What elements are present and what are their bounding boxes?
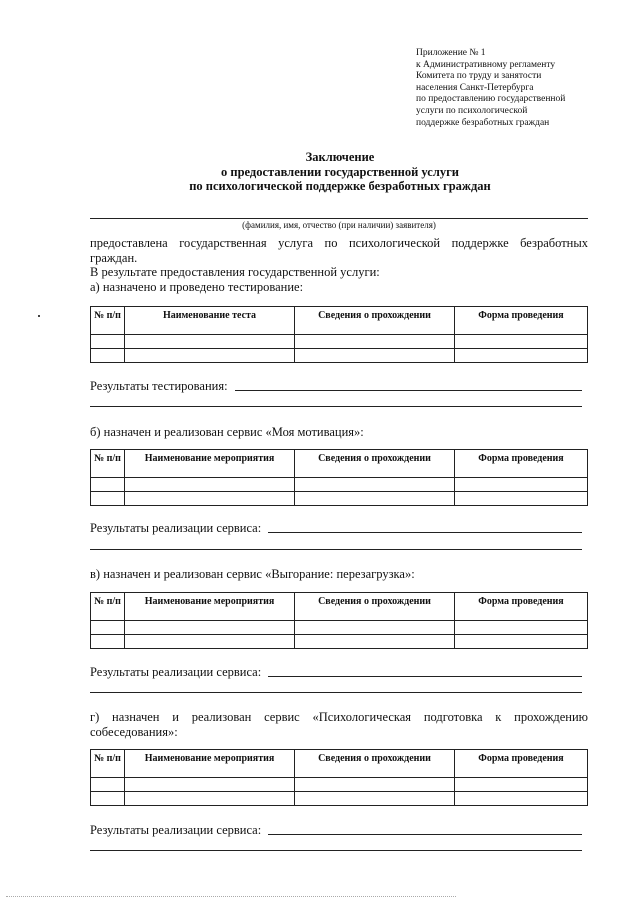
col-event-name: Наименование мероприятия <box>125 450 295 478</box>
col-completion-info: Сведения о прохождении <box>295 750 455 778</box>
table-cell[interactable] <box>91 478 125 492</box>
col-number: № п/п <box>91 307 125 335</box>
table-row <box>91 349 588 363</box>
motivation-results-line[interactable] <box>268 532 582 533</box>
title-line-1: Заключение <box>305 150 375 164</box>
table-cell[interactable] <box>91 349 125 363</box>
scan-edge-dots <box>6 896 456 897</box>
table-cell[interactable] <box>295 335 455 349</box>
table-cell[interactable] <box>295 792 455 806</box>
appendix-line: Комитета по труду и занятости <box>416 71 542 82</box>
motivation-results-label: Результаты реализации сервиса: <box>90 521 262 535</box>
table-cell[interactable] <box>91 621 125 635</box>
table-cell[interactable] <box>295 778 455 792</box>
document-title <box>90 150 590 194</box>
table-cell[interactable] <box>125 792 295 806</box>
col-event-name: Наименование мероприятия <box>125 750 295 778</box>
interview-results-label: Результаты реализации сервиса: <box>90 823 262 837</box>
col-form: Форма проведения <box>455 450 588 478</box>
table-cell[interactable] <box>295 478 455 492</box>
table-cell[interactable] <box>91 492 125 506</box>
table-row <box>91 621 588 635</box>
burnout-results-label: Результаты реализации сервиса: <box>90 665 262 679</box>
col-completion-info: Сведения о прохождении <box>295 593 455 621</box>
table-row <box>91 335 588 349</box>
col-completion-info: Сведения о прохождении <box>295 307 455 335</box>
appendix-line: по предоставлению государственной <box>416 94 566 105</box>
col-completion-info: Сведения о прохождении <box>295 450 455 478</box>
title-line-3: по психологической поддержке безработных граждан <box>189 179 491 193</box>
testing-results-label: Результаты тестирования: <box>90 379 228 393</box>
interview-results-line[interactable] <box>268 834 582 835</box>
appendix-line: к Административному регламенту <box>416 59 556 70</box>
appendix-line: населения Санкт-Петербурга <box>416 82 534 93</box>
motivation-table <box>90 449 588 506</box>
table-cell[interactable] <box>295 492 455 506</box>
scan-speck <box>38 315 40 317</box>
table-cell[interactable] <box>455 621 588 635</box>
title-line-2: о предоставлении государственной услуги <box>221 164 459 179</box>
table-cell[interactable] <box>455 635 588 649</box>
table-header-row <box>91 450 588 478</box>
table-cell[interactable] <box>125 621 295 635</box>
table-cell[interactable] <box>455 335 588 349</box>
table-row <box>91 778 588 792</box>
section-d-heading: г) назначен и реализован сервис «Психологическая подготовка к прохождению собеседования»: <box>90 710 588 739</box>
table-cell[interactable] <box>455 492 588 506</box>
table-cell[interactable] <box>125 492 295 506</box>
motivation-results-line-2[interactable] <box>90 549 582 550</box>
table-cell[interactable] <box>125 778 295 792</box>
table-cell[interactable] <box>91 778 125 792</box>
burnout-results-line[interactable] <box>268 676 582 677</box>
table-header-row <box>91 307 588 335</box>
table-row <box>91 792 588 806</box>
col-form: Форма проведения <box>455 307 588 335</box>
col-number: № п/п <box>91 593 125 621</box>
table-row <box>91 492 588 506</box>
provided-text: предоставлена государственная услуга по психологической поддержке безработных граждан. <box>90 236 588 265</box>
table-cell[interactable] <box>295 621 455 635</box>
applicant-name-line <box>90 218 588 219</box>
col-form: Форма проведения <box>455 593 588 621</box>
burnout-table <box>90 592 588 649</box>
table-cell[interactable] <box>455 792 588 806</box>
testing-results-line[interactable] <box>235 390 582 391</box>
appendix-line: услуги по психологической <box>416 105 528 116</box>
table-header-row <box>91 750 588 778</box>
table-cell[interactable] <box>91 335 125 349</box>
col-number: № п/п <box>91 450 125 478</box>
table-row <box>91 635 588 649</box>
testing-results-line-2[interactable] <box>90 406 582 407</box>
table-cell[interactable] <box>91 635 125 649</box>
table-row <box>91 478 588 492</box>
testing-table <box>90 306 588 363</box>
applicant-caption: (фамилия, имя, отчество (при наличии) заявителя) <box>242 220 436 230</box>
table-cell[interactable] <box>125 349 295 363</box>
table-cell[interactable] <box>295 635 455 649</box>
table-header-row <box>91 593 588 621</box>
table-cell[interactable] <box>455 349 588 363</box>
appendix-line: Приложение № 1 <box>416 48 486 58</box>
col-form: Форма проведения <box>455 750 588 778</box>
table-cell[interactable] <box>295 349 455 363</box>
interview-results-line-2[interactable] <box>90 850 582 851</box>
table-cell[interactable] <box>455 778 588 792</box>
table-cell[interactable] <box>125 335 295 349</box>
table-cell[interactable] <box>455 478 588 492</box>
burnout-results-line-2[interactable] <box>90 692 582 693</box>
section-c-heading: в) назначен и реализован сервис «Выгорание: перезагрузка»: <box>90 567 415 581</box>
section-a-heading: а) назначено и проведено тестирование: <box>90 280 304 294</box>
col-test-name: Наименование теста <box>125 307 295 335</box>
appendix-note <box>416 48 616 129</box>
col-number: № п/п <box>91 750 125 778</box>
col-event-name: Наименование мероприятия <box>125 593 295 621</box>
table-cell[interactable] <box>91 792 125 806</box>
table-cell[interactable] <box>125 478 295 492</box>
appendix-line: поддержке безработных граждан <box>416 117 550 128</box>
table-cell[interactable] <box>125 635 295 649</box>
section-b-heading: б) назначен и реализован сервис «Моя мотивация»: <box>90 425 364 439</box>
as-result-text: В результате предоставления государственной услуги: <box>90 265 380 279</box>
interview-prep-table <box>90 749 588 806</box>
